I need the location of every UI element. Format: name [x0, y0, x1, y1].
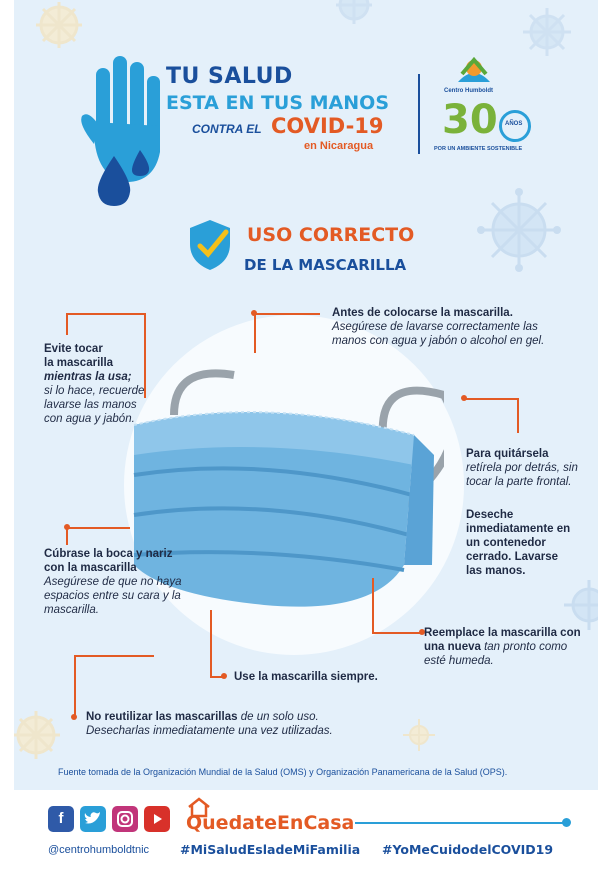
tip-always: Use la mascarilla siempre.: [234, 671, 378, 683]
virus-icon: [509, 0, 579, 70]
leader-line: [74, 655, 154, 657]
facebook-icon[interactable]: f: [48, 806, 74, 832]
leader-line: [517, 398, 519, 433]
leader-line: [254, 313, 256, 353]
footer-line: [355, 822, 565, 824]
poster: [14, 0, 598, 790]
source-note: Fuente tomada de la Organización Mundial de la Salud (OMS) y Organización Panamericana de la Salud (OPS).: [58, 767, 508, 777]
youtube-icon[interactable]: [144, 806, 170, 832]
tip-reuse: No reutilizar las mascarillas de un solo uso. Desecharlas inmediatamente una vez utilizadas.: [86, 711, 333, 737]
tip-replace: Reemplace la mascarilla con una nueva tan pronto como esté humeda.: [424, 627, 581, 667]
leader-line: [254, 313, 320, 315]
leader-line: [66, 313, 146, 315]
virus-icon: [14, 695, 74, 775]
leader-dot: [71, 714, 77, 720]
virus-icon: [24, 0, 94, 60]
leader-dot: [221, 673, 227, 679]
org-tagline: POR UN AMBIENTE SOSTENIBLE: [434, 146, 523, 152]
header-divider: [418, 74, 420, 154]
leader-dot: [461, 395, 467, 401]
instagram-icon[interactable]: [112, 806, 138, 832]
leader-line: [66, 527, 130, 529]
footer-line-dot: [562, 818, 571, 827]
tip-discard: Deseche inmediatamente en un contenedor cerrado. Lavarse las manos.: [466, 509, 571, 577]
section-title-1: USO CORRECTO: [247, 224, 415, 246]
shield-check-icon: [186, 216, 234, 272]
quedate-hashtag: QuedateEnCasa: [186, 812, 355, 834]
leader-line: [372, 632, 422, 634]
virus-icon: [399, 715, 439, 755]
leader-line: [372, 578, 374, 634]
footer: [0, 790, 614, 873]
section-title-2: DE LA MASCARILLA: [244, 256, 407, 274]
tip-remove: Para quitársela retírela por detrás, sin tocar la parte frontal.: [466, 448, 578, 488]
virus-icon: [324, 0, 384, 30]
twitter-icon[interactable]: [80, 806, 106, 832]
social-handle[interactable]: @centrohumboldtnic: [48, 844, 150, 856]
leader-dot: [251, 310, 257, 316]
leader-line: [464, 398, 519, 400]
leader-line: [210, 610, 212, 678]
tip-avoid: Evite tocar la mascarilla mientras la usa; si lo hace, recuerde lavarse las manos con agua y jabón.: [44, 343, 145, 425]
hashtag-covid[interactable]: #YoMeCuidodelCOVID19: [382, 842, 554, 857]
org-logo-icon: [454, 54, 494, 88]
title-line-2: ESTA EN TUS MANOS: [166, 92, 389, 114]
title-line-1: TU SALUD: [166, 64, 293, 89]
covid-label: COVID-19: [271, 114, 384, 138]
region-label: en Nicaragua: [304, 140, 374, 152]
leader-line: [74, 655, 76, 717]
leader-dot: [64, 524, 70, 530]
tip-before: Antes de colocarse la mascarilla. Asegúrese de lavarse correctamente las manos con agua y jabón o alcohol en gel.: [332, 307, 545, 347]
hashtag-family[interactable]: #MiSaludEsladeMiFamilia: [180, 842, 361, 857]
virus-icon: [469, 180, 569, 280]
anniv-word: AÑOS: [505, 121, 523, 127]
contra-label: CONTRA EL: [192, 122, 262, 136]
anniv-number: 30: [442, 97, 498, 143]
org-name: Centro Humboldt: [444, 88, 493, 94]
water-drop-icon: [92, 148, 154, 218]
tip-cover: Cúbrase la boca y nariz con la mascarilla Asegúrese de que no haya espacios entre su cara y la mascarilla.: [44, 548, 182, 616]
leader-line: [66, 313, 68, 335]
